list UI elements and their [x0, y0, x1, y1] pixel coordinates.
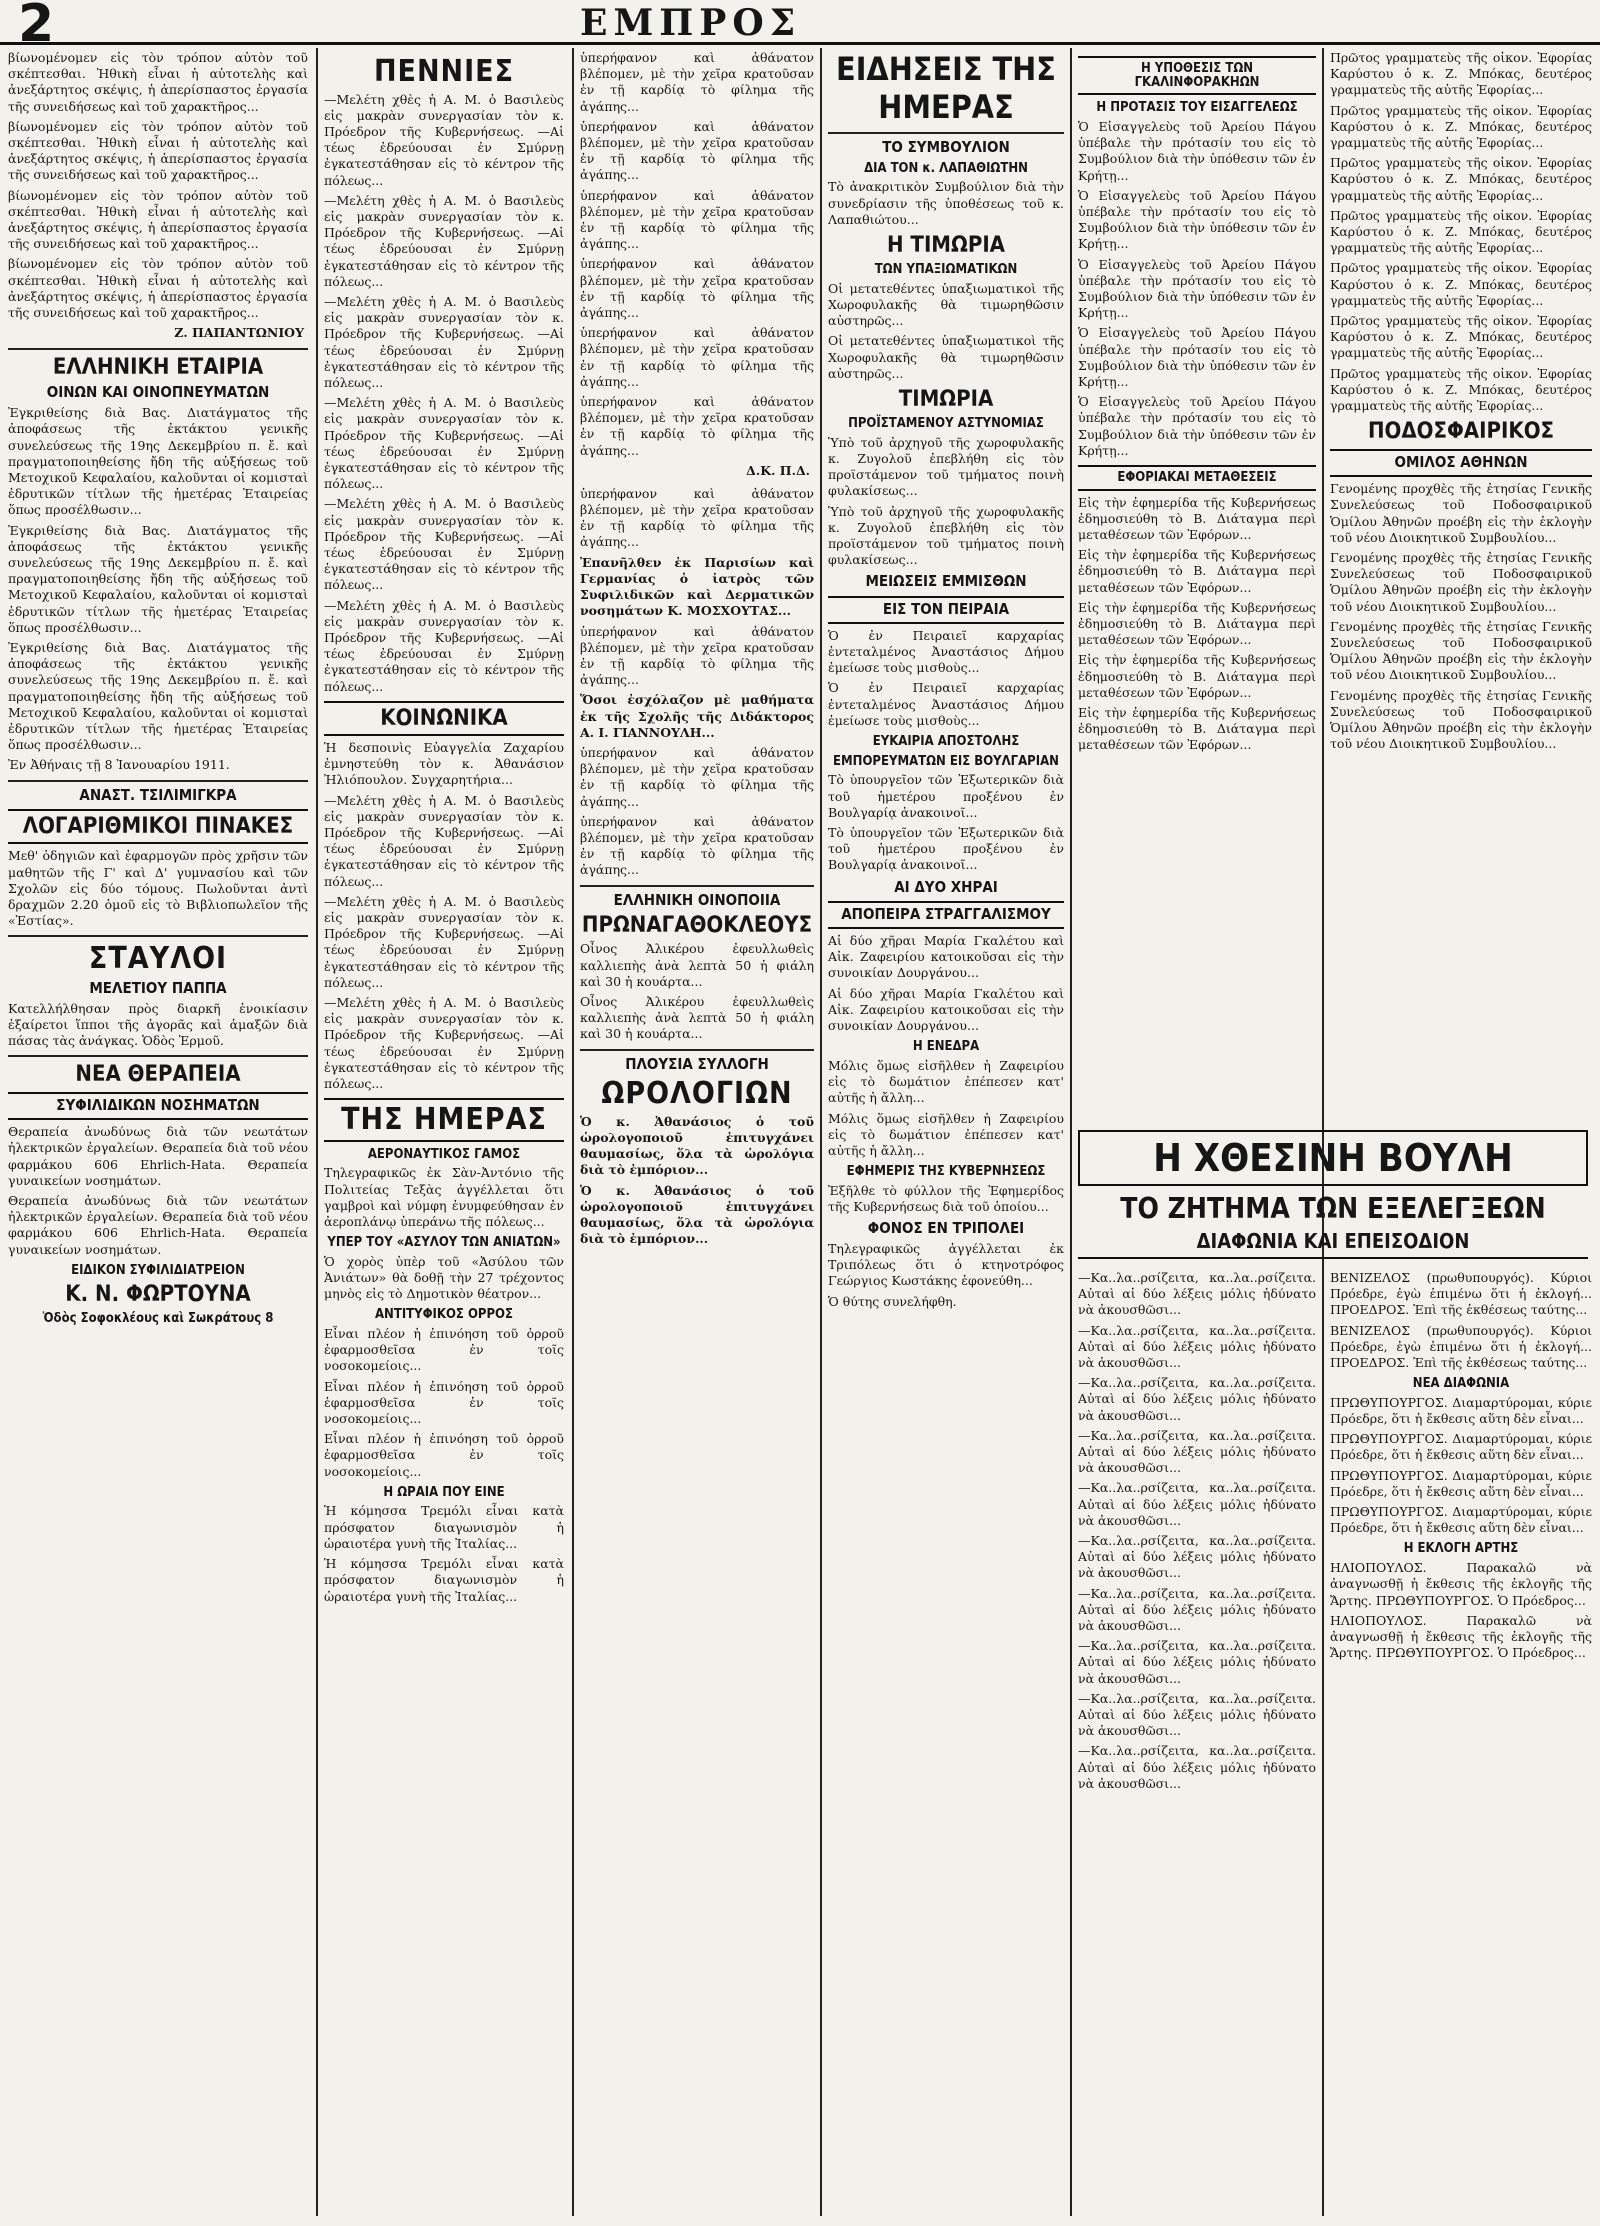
news-text: Μόλις ὅμως εἰσῆλθεν ἡ Ζαφειρίου εἰς τὸ δωμάτιον ἐπέπεσεν κατ' αὐτῆς ἡ ἄλλη... [828, 1110, 1064, 1158]
news-text: —Κα..λα..ρσίζειτα, κα..λα..ρσίζειτα. Αὐταὶ αἱ δύο λέξεις μόλις ἠδύνατο νὰ ἀκουσθῶσι... [1078, 1690, 1316, 1739]
ad-text: Ὁ κ. Ἀθανάσιος ὁ τοῦ ὡρολογοποιοῦ ἐπιτυγχάνει θαυμασίως, ὅλα τὰ ὡρολόγια διὰ τὸ ἐμπόριον... [580, 1113, 814, 1178]
news-text: ὑπερήφανον καὶ ἀθάνατον βλέπομεν, μὲ τὴν χεῖρα κρατοῦσαν ἐν τῇ καρδίᾳ τὸ φίλημα τῆς ἀγάπης... [580, 744, 814, 809]
news-text: Εἶναι πλέον ἡ ἐπινόηση τοῦ ὀρροῦ ἐφαρμοσθεῖσα ἐν τοῖς νοσοκομείοις... [324, 1431, 564, 1479]
ad-title: ΠΡΩΝΑΓΑΘΟΚΛΕΟΥΣ [581, 913, 813, 939]
news-text: Γενομένης προχθὲς τῆς ἐτησίας Γενικῆς Συνελεύσεως τοῦ Ποδοσφαιρικοῦ Ὁμίλου Ἀθηνῶν προέβη εἰς τὴν ἐκλογὴν τοῦ νέου Διοικητικοῦ Συμβουλίου... [1330, 549, 1592, 614]
notice-text: Ἐγκριθείσης διὰ Βας. Διατάγματος τῆς ἀποφάσεως τῆς ἐκτάκτου γενικῆς συνελεύσεως τῆς 19ης Δεκεμβρίου π. ἔ. καὶ πραγματοποιηθείσης ἤδη τῆς αὐξήσεως τοῦ Μετοχικοῦ Κεφαλαίου, καλοῦνται οἱ κομισταὶ ἐδρυτικῶν τίτλων τῆς ἡμετέρας Ἑταιρείας ὅπως προσέλθωσιν... [8, 639, 308, 753]
headline: Η ΕΝΕΔΡΑ [912, 1039, 980, 1055]
article-continuation: βίωνομένομεν εἰς τὸν τρόπον αὐτὸν τοῦ σκέπτεσθαι. Ἠθικὴ εἶναι ἡ αὐτοτελὴς καὶ ἀνεξάρτητος σκέψις, ἡ ἀπερίσπαστος ἐργασία τῆς συνειδήσεως καὶ τοῦ χαρακτῆρος... [8, 256, 308, 321]
news-text: Οἱ μετατεθέντες ὑπαξιωματικοὶ τῆς Χωροφυλακῆς θὰ τιμωρηθῶσιν αὐστηρῶς... [828, 333, 1064, 381]
news-text: Πρῶτος γραμματεὺς τῆς οἰκον. Ἐφορίας Καρύστου ὁ κ. Ζ. Μπόκας, δευτέρος γραμματεὺς τῆς αὐτῆς Ἐφορίας... [1330, 365, 1592, 414]
divider [580, 885, 814, 887]
ad-title: ΛΟΓΑΡΙΘΜΙΚΟΙ ΠΙΝΑΚΕΣ [8, 809, 308, 844]
news-text: Ὁ θύτης συνελήφθη. [828, 1293, 957, 1309]
news-text: ὑπερήφανον καὶ ἀθάνατον βλέπομεν, μὲ τὴν χεῖρα κρατοῦσαν ἐν τῇ καρδίᾳ τὸ φίλημα τῆς ἀγάπης... [580, 485, 814, 550]
subheadline: ΟΙΝΩΝ ΚΑΙ ΟΙΝΟΠΝΕΥΜΑΤΩΝ [46, 383, 270, 402]
news-text: —Μελέτη χθὲς ἡ Α. Μ. ὁ Βασιλεὺς εἰς μακρὰν συνεργασίαν τὸν κ. Πρόεδρον τῆς Κυβερνήσεως. —Αἱ τέως ἐδρεύουσαι ἐν Σμύρνῃ ἐγκατεστάθησαν εἰς τὸ κέντρον τῆς πόλεως... [324, 994, 564, 1091]
ad-doctor: Κ. Ν. ΦΩΡΤΟΥΝΑ [65, 1282, 251, 1308]
column-1 [8, 50, 308, 2210]
news-text: Ἡ κόμησσα Τρεμόλι εἶναι κατὰ πρόσφατον διαγωνισμὸν ἡ ὡραιοτέρα γυνὴ τῆς Ἰταλίας... [324, 1503, 564, 1551]
news-text: ὑπερήφανον καὶ ἀθάνατον βλέπομεν, μὲ τὴν χεῖρα κρατοῦσαν ἐν τῇ καρδίᾳ τὸ φίλημα τῆς ἀγάπης... [580, 118, 814, 183]
column-3 [580, 50, 814, 2210]
column-6-lower [1330, 1270, 1592, 2200]
news-text: ὑπερήφανον καὶ ἀθάνατον βλέπομεν, μὲ τὴν χεῖρα κρατοῦσαν ἐν τῇ καρδίᾳ τὸ φίλημα τῆς ἀγάπης... [580, 256, 814, 321]
article-continuation: βίωνομένομεν εἰς τὸν τρόπον αὐτὸν τοῦ σκέπτεσθαι. Ἠθικὴ εἶναι ἡ αὐτοτελὴς καὶ ἀνεξάρτητος σκέψις, ἡ ἀπερίσπαστος ἐργασία τῆς συνειδήσεως καὶ τοῦ χαρακτῆρος... [8, 118, 308, 183]
news-text: Εἰς τὴν ἐφημερίδα τῆς Κυβερνήσεως ἐδημοσιεύθη τὸ Β. Διάταγμα περὶ μεταθέσεων τῶν Ἐφόρων... [1078, 705, 1316, 753]
news-text: Ἡ κόμησσα Τρεμόλι εἶναι κατὰ πρόσφατον διαγωνισμὸν ἡ ὡραιοτέρα γυνὴ τῆς Ἰταλίας... [324, 1556, 564, 1604]
article-signature: Ζ. ΠΑΠΑΝΤΩΝΙΟΥ [174, 325, 304, 341]
headline: Η ΧΘΕΣΙΝΗ ΒΟΥΛΗ [1078, 1130, 1588, 1186]
news-text: Ὁ Εἰσαγγελεὺς τοῦ Ἀρείου Πάγου ὑπέβαλε τὴν πρότασίν του εἰς τὸ Συμβούλιον διὰ τὴν ὑπόθεσιν τῶν ἐν Κρήτῃ... [1078, 325, 1316, 389]
article-continuation: βίωνομένομεν εἰς τὸν τρόπον αὐτὸν τοῦ σκέπτεσθαι. Ἠθικὴ εἶναι ἡ αὐτοτελὴς καὶ ἀνεξάρτητος σκέψις, ἡ ἀπερίσπαστος ἐργασία τῆς συνειδήσεως καὶ τοῦ χαρακτῆρος... [8, 187, 308, 252]
ad-subtitle: ΜΕΛΕΤΙΟΥ ΠΑΠΠΑ [89, 978, 227, 997]
headline: ΕΦΟΡΙΑΚΑΙ ΜΕΤΑΘΕΣΕΙΣ [1078, 465, 1316, 491]
ad-headline: ΠΛΟΥΣΙΑ ΣΥΛΛΟΓΗ [625, 1054, 769, 1073]
news-text: —Κα..λα..ρσίζειτα, κα..λα..ρσίζειτα. Αὐταὶ αἱ δύο λέξεις μόλις ἠδύνατο νὰ ἀκουσθῶσι... [1078, 1533, 1316, 1581]
item-title: ΥΠΕΡ ΤΟΥ «ΑΣΥΛΟΥ ΤΩΝ ΑΝΙΑΤΩΝ» [327, 1235, 561, 1251]
column-5-lower [1078, 1270, 1316, 2200]
news-text: Οἱ μετατεθέντες ὑπαξιωματικοὶ τῆς Χωροφυλακῆς θὰ τιμωρηθῶσιν αὐστηρῶς... [828, 280, 1064, 329]
column-2 [324, 50, 564, 2210]
headline: ΦΟΝΟΣ ΕΝ ΤΡΙΠΟΛΕΙ [867, 1219, 1025, 1238]
column-rule [820, 48, 822, 2216]
item-title: ΑΕΡΟΝΑΥΤΙΚΟΣ ΓΑΜΟΣ [367, 1146, 521, 1162]
news-text: Ὁ Εἰσαγγελεὺς τοῦ Ἀρείου Πάγου ὑπέβαλε τὴν πρότασίν του εἰς τὸ Συμβούλιον διὰ τὴν ὑπόθεσιν τῶν ἐν Κρήτῃ... [1078, 187, 1316, 252]
notice-text: Ἐγκριθείσης διὰ Βας. Διατάγματος τῆς ἀποφάσεως τῆς ἐκτάκτου γενικῆς συνελεύσεως τῆς 19ης Δεκεμβρίου π. ἔ. καὶ πραγματοποιηθείσης ἤδη τῆς αὐξήσεως τοῦ Μετοχικοῦ Κεφαλαίου, καλοῦνται οἱ κομισταὶ ἐδρυτικῶν τίτλων τῆς ἡμετέρας Ἑταιρείας ὅπως προσέλθωσιν... [8, 405, 308, 518]
section-title: ΕΙΔΗΣΕΙΣ ΤΗΣ ΗΜΕΡΑΣ [836, 50, 1056, 126]
news-text: —Μελέτη χθὲς ἡ Α. Μ. ὁ Βασιλεὺς εἰς μακρὰν συνεργασίαν τὸν κ. Πρόεδρον τῆς Κυβερνήσεως. —Αἱ τέως ἐδρεύουσαι ἐν Σμύρνῃ ἐγκατεστάθησαν εἰς τὸ κέντρον τῆς πόλεως... [324, 496, 564, 593]
news-text: Ὑπὸ τοῦ ἀρχηγοῦ τῆς χωροφυλακῆς κ. Ζυγολοῦ ἐπεβλήθη εἰς τὸν προϊστάμενον τοῦ τμήματος ποινὴ φυλακίσεως... [828, 503, 1064, 568]
headline: ΠΟΔΟΣΦΑΙΡΙΚΟΣ [1367, 419, 1555, 445]
subheadline: ΕΙΣ ΤΟΝ ΠΕΙΡΑΙΑ [828, 596, 1064, 624]
news-text: —Κα..λα..ρσίζειτα, κα..λα..ρσίζειτα. Αὐταὶ αἱ δύο λέξεις μόλις ἠδύνατο νὰ ἀκουσθῶσι... [1078, 1427, 1316, 1476]
news-text: —Κα..λα..ρσίζειτα, κα..λα..ρσίζειτα. Αὐταὶ αἱ δύο λέξεις μόλις ἠδύνατο νὰ ἀκουσθῶσι... [1078, 1270, 1316, 1318]
ad-text: Μεθ' ὁδηγιῶν καὶ ἐφαρμογῶν πρὸς χρῆσιν τῶν μαθητῶν τῆς Γ' καὶ Δ' γυμνασίου καὶ τῶν Σχολῶν εἰς δύο τόμους. Πωλοῦνται ἀντὶ δραχμῶν 2.20 ὁμοῦ εἰς τὸ Βιβλιοπωλεῖον τῆς «Ἑστίας». [8, 848, 308, 929]
subheadline: ΤΟ ΖΗΤΗΜΑ ΤΩΝ ΕΞΕΛΕΓΞΕΩΝ [1120, 1192, 1546, 1225]
news-text: ΒΕΝΙΖΕΛΟΣ (πρωθυπουργός). Κύριοι Πρόεδρε, ἐγὼ ἐπιμένω ὅτι ἡ ἐκλογή... ΠΡΟΕΔΡΟΣ. Ἐπὶ τῆς ἐκθέσεως ταύτης... [1330, 1270, 1592, 1318]
article-signature: Δ.Κ. Π.Δ. [746, 462, 810, 478]
news-text: Πρῶτος γραμματεὺς τῆς οἰκον. Ἐφορίας Καρύστου ὁ κ. Ζ. Μπόκας, δευτέρος γραμματεὺς τῆς αὐτῆς Ἐφορίας... [1330, 155, 1592, 203]
news-text: —Μελέτη χθὲς ἡ Α. Μ. ὁ Βασιλεὺς εἰς μακρὰν συνεργασίαν τὸν κ. Πρόεδρον τῆς Κυβερνήσεως. —Αἱ τέως ἐδρεύουσαι ἐν Σμύρνῃ ἐγκατεστάθησαν εἰς τὸ κέντρον τῆς πόλεως... [324, 91, 564, 188]
headline: ΕΛΛΗΝΙΚΗ ΕΤΑΙΡΙΑ [52, 355, 264, 381]
news-text: ὑπερήφανον καὶ ἀθάνατον βλέπομεν, μὲ τὴν χεῖρα κρατοῦσαν ἐν τῇ καρδίᾳ τὸ φίλημα τῆς ἀγάπης... [580, 394, 814, 458]
news-text: ΒΕΝΙΖΕΛΟΣ (πρωθυπουργός). Κύριοι Πρόεδρε, ἐγὼ ἐπιμένω ὅτι ἡ ἐκλογή... ΠΡΟΕΔΡΟΣ. Ἐπὶ τῆς ἐκθέσεως ταύτης... [1330, 1322, 1592, 1371]
subheadline: ΔΙΑΦΩΝΙΑ ΚΑΙ ΕΠΕΙΣΟΔΙΟΝ [1078, 1229, 1588, 1259]
news-text: Αἱ δύο χῆραι Μαρία Γκαλέτου καὶ Αἰκ. Ζαφειρίου κατοικοῦσαι εἰς τὴν συνοικίαν Δουργάνου... [828, 985, 1064, 1034]
masthead [0, 0, 1600, 54]
headline: ΑΙ ΔΥΟ ΧΗΡΑΙ [894, 877, 998, 896]
news-text: Εἰς τὴν ἐφημερίδα τῆς Κυβερνήσεως ἐδημοσιεύθη τὸ Β. Διάταγμα περὶ μεταθέσεων τῶν Ἐφόρων... [1078, 599, 1316, 648]
headline: ΤΟ ΣΥΜΒΟΥΛΙΟΝ [882, 138, 1010, 156]
article-continuation: βίωνομένομεν εἰς τὸν τρόπον αὐτὸν τοῦ σκέπτεσθαι. Ἠθικὴ εἶναι ἡ αὐτοτελὴς καὶ ἀνεξάρτητος σκέψις, ἡ ἀπερίσπαστος ἐργασία τῆς συνειδήσεως καὶ τοῦ χαρακτῆρος... [8, 50, 308, 114]
news-text: Εἰς τὴν ἐφημερίδα τῆς Κυβερνήσεως ἐδημοσιεύθη τὸ Β. Διάταγμα περὶ μεταθέσεων τῶν Ἐφόρων... [1078, 652, 1316, 700]
news-text: ΠΡΩΘΥΠΟΥΡΓΟΣ. Διαμαρτύρομαι, κύριε Πρόεδρε, ὅτι ἡ ἔκθεσις αὕτη δὲν εἶναι... [1330, 1394, 1592, 1427]
news-text: —Μελέτη χθὲς ἡ Α. Μ. ὁ Βασιλεὺς εἰς μακρὰν συνεργασίαν τὸν κ. Πρόεδρον τῆς Κυβερνήσεως. —Αἱ τέως ἐδρεύουσαι ἐν Σμύρνῃ ἐγκατεστάθησαν εἰς τὸ κέντρον τῆς πόλεως... [324, 395, 564, 492]
ad-title: ΣΤΑΥΛΟΙ [88, 941, 228, 977]
column-rule [1070, 48, 1072, 2216]
news-text: Ἡ δεσποινὶς Εὐαγγελία Ζαχαρίου ἐμνηστεύθη τὸν κ. Ἀθανάσιον Ἠλιόπουλον. Συγχαρητήρια... [324, 739, 564, 788]
ad-headline: ΑΝΑΣΤ. ΤΣΙΛΙΜΙΓΚΡΑ [79, 785, 237, 804]
section-title: ΠΕΝΝΙΕΣ [373, 54, 515, 89]
ad-text: Ὁ κ. Ἀθανάσιος ὁ τοῦ ὡρολογοποιοῦ ἐπιτυγχάνει θαυμασίως, ὅλα τὰ ὡρολόγια διὰ τὸ ἐμπόριον... [580, 1182, 814, 1247]
news-text: Εἰς τὴν ἐφημερίδα τῆς Κυβερνήσεως ἐδημοσιεύθη τὸ Β. Διάταγμα περὶ μεταθέσεων τῶν Ἐφόρων... [1078, 494, 1316, 543]
ad-subtitle: ΣΥΦΙΛΙΔΙΚΩΝ ΝΟΣΗΜΑΤΩΝ [8, 1092, 308, 1120]
news-text: —Κα..λα..ρσίζειτα, κα..λα..ρσίζειτα. Αὐταὶ αἱ δύο λέξεις μόλις ἠδύνατο νὰ ἀκουσθῶσι... [1078, 1638, 1316, 1686]
news-text: ΗΛΙΟΠΟΥΛΟΣ. Παρακαλῶ νὰ ἀναγνωσθῇ ἡ ἔκθεσις τῆς ἐκλογῆς τῆς Ἄρτης. ΠΡΩΘΥΠΟΥΡΓΟΣ. Ὁ Πρόεδρος... [1330, 1612, 1592, 1661]
news-text: Γενομένης προχθὲς τῆς ἐτησίας Γενικῆς Συνελεύσεως τοῦ Ποδοσφαιρικοῦ Ὁμίλου Ἀθηνῶν προέβη εἰς τὴν ἐκλογὴν τοῦ νέου Διοικητικοῦ Συμβουλίου... [1330, 618, 1592, 683]
headline: Η ΥΠΟΘΕΣΙΣ ΤΩΝ ΓΚΑΛΙΝΦΟΡΑΚΗΩΝ [1078, 56, 1316, 95]
subheadline: ΤΩΝ ΥΠΑΞΙΩΜΑΤΙΚΩΝ [874, 262, 1018, 278]
ad-address: Ὁδὸς Σοφοκλέους καὶ Σωκράτους 8 [42, 1311, 274, 1327]
news-text: Αἱ δύο χῆραι Μαρία Γκαλέτου καὶ Αἰκ. Ζαφειρίου κατοικοῦσαι εἰς τὴν συνοικίαν Δουργάνου... [828, 933, 1064, 981]
section-title: ΤΗΣ ΗΜΕΡΑΣ [324, 1098, 564, 1142]
parliament-block [1078, 1130, 1588, 1259]
news-text: —Κα..λα..ρσίζειτα, κα..λα..ρσίζειτα. Αὐταὶ αἱ δύο λέξεις μόλις ἠδύνατο νὰ ἀκουσθῶσι... [1078, 1322, 1316, 1371]
news-text: Ὁ Εἰσαγγελεὺς τοῦ Ἀρείου Πάγου ὑπέβαλε τὴν πρότασίν του εἰς τὸ Συμβούλιον διὰ τὴν ὑπόθεσιν τῶν ἐν Κρήτῃ... [1078, 256, 1316, 321]
news-text: Πρῶτος γραμματεὺς τῆς οἰκον. Ἐφορίας Καρύστου ὁ κ. Ζ. Μπόκας, δευτέρος γραμματεὺς τῆς αὐτῆς Ἐφορίας... [1330, 207, 1592, 256]
subheadline: ΕΜΠΟΡΕΥΜΑΤΩΝ ΕΙΣ ΒΟΥΛΓΑΡΙΑΝ [833, 753, 1059, 769]
news-text: Ὁ Εἰσαγγελεὺς τοῦ Ἀρείου Πάγου ὑπέβαλε τὴν πρότασίν του εἰς τὸ Συμβούλιον διὰ τὴν ὑπόθεσιν τῶν ἐν Κρήτῃ... [1078, 118, 1316, 183]
news-text: —Μελέτη χθὲς ἡ Α. Μ. ὁ Βασιλεὺς εἰς μακρὰν συνεργασίαν τὸν κ. Πρόεδρον τῆς Κυβερνήσεως. —Αἱ τέως ἐδρεύουσαι ἐν Σμύρνῃ ἐγκατεστάθησαν εἰς τὸ κέντρον τῆς πόλεως... [324, 597, 564, 694]
divider [828, 132, 1064, 134]
divider [580, 1049, 814, 1051]
subheadline: ΑΠΟΠΕΙΡΑ ΣΤΡΑΓΓΑΛΙΣΜΟΥ [828, 901, 1064, 929]
ad-text: Ὅσοι ἐσχόλαζον μὲ μαθήματα ἐκ τῆς Σχολῆς τῆς Διδάκτορος Α. Ι. ΓΙΑΝΝΟΥΛΗ... [580, 692, 814, 740]
column-6 [1330, 50, 1592, 1120]
news-text: Πρῶτος γραμματεὺς τῆς οἰκον. Ἐφορίας Καρύστου ὁ κ. Ζ. Μπόκας, δευτέρος γραμματεὺς τῆς αὐτῆς Ἐφορίας... [1330, 102, 1592, 151]
divider [8, 935, 308, 937]
news-text: Ὁ ἐν Πειραιεῖ καρχαρίας ἐντεταλμένος Ἀναστάσιος Δήμου ἐμείωσε τοὺς μισθοὺς... [828, 680, 1064, 728]
column-rule [316, 48, 318, 2216]
ad-office: ΕΙΔΙΚΟΝ ΣΥΦΙΛΙΔΙΑΤΡΕΙΟΝ [71, 1262, 245, 1278]
subheadline: ΠΡΟΪΣΤΑΜΕΝΟΥ ΑΣΤΥΝΟΜΙΑΣ [848, 416, 1044, 432]
headline: Η ΕΚΛΟΓΗ ΑΡΤΗΣ [1403, 1541, 1519, 1557]
ad-text: Θεραπεία ἀνωδύνως διὰ τῶν νεωτάτων ἠλεκτρικῶν ἐργαλείων. Θεραπεία διὰ τοῦ νέου φαρμάκου 606 Ehrlich-Hata. Θεραπεία γυναικείων νοσημάτων. [8, 1192, 308, 1257]
ad-text: Οἶνος Ἀλικέρου ἐφευλλωθεὶς καλλιεπὴς ἀνὰ λεπτὰ 50 ἡ φιάλη καὶ 30 ἡ κουάρτα... [580, 941, 814, 989]
ad-text: Θεραπεία ἀνωδύνως διὰ τῶν νεωτάτων ἠλεκτρικῶν ἐργαλείων. Θεραπεία διὰ τοῦ νέου φαρμάκου 606 Ehrlich-Hata. Θεραπεία γυναικείων νοσημάτων. [8, 1124, 308, 1188]
notice-text: Ἐγκριθείσης διὰ Βας. Διατάγματος τῆς ἀποφάσεως τῆς ἐκτάκτου γενικῆς συνελεύσεως τῆς 19ης Δεκεμβρίου π. ἔ. καὶ πραγματοποιηθείσης ἤδη τῆς αὐξήσεως τοῦ Μετοχικοῦ Κεφαλαίου, καλοῦνται οἱ κομισταὶ ἐδρυτικῶν τίτλων τῆς ἡμετέρας Ἑταιρείας ὅπως προσέλθωσιν... [8, 522, 308, 635]
subheadline: ΟΜΙΛΟΣ ΑΘΗΝΩΝ [1330, 449, 1592, 477]
news-text: ὑπερήφανον καὶ ἀθάνατον βλέπομεν, μὲ τὴν χεῖρα κρατοῦσαν ἐν τῇ καρδίᾳ τὸ φίλημα τῆς ἀγάπης... [580, 50, 814, 114]
ad-title: ΝΕΑ ΘΕΡΑΠΕΙΑ [75, 1062, 241, 1088]
news-text: —Κα..λα..ρσίζειτα, κα..λα..ρσίζειτα. Αὐταὶ αἱ δύο λέξεις μόλις ἠδύνατο νὰ ἀκουσθῶσι... [1078, 1585, 1316, 1634]
headline: Η ΤΙΜΩΡΙΑ [886, 233, 1005, 258]
headline: ΕΦΗΜΕΡΙΣ ΤΗΣ ΚΥΒΕΡΝΗΣΕΩΣ [846, 1164, 1046, 1180]
news-text: Τηλεγραφικῶς ἀγγέλλεται ἐκ Τριπόλεως ὅτι ὁ κτηνοτρόφος Γεώργιος Κωστάκης ἐφονεύθη... [828, 1240, 1064, 1289]
news-text: ὑπερήφανον καὶ ἀθάνατον βλέπομεν, μὲ τὴν χεῖρα κρατοῦσαν ἐν τῇ καρδίᾳ τὸ φίλημα τῆς ἀγάπης... [580, 325, 814, 389]
ad-text: Ἐπανῆλθεν ἐκ Παρισίων καὶ Γερμανίας ὁ ἰατρὸς τῶν Συφιλιδικῶν καὶ Δερματικῶν νοσημάτων Κ. ΜΟΣΧΟΥΤΑΣ... [580, 554, 814, 619]
news-text: Τὸ ὑπουργεῖον τῶν Ἐξωτερικῶν διὰ τοῦ ἡμετέρου προξένου ἐν Βουλγαρίᾳ ἀνακοινοῖ... [828, 772, 1064, 820]
news-text: ΠΡΩΘΥΠΟΥΡΓΟΣ. Διαμαρτύρομαι, κύριε Πρόεδρε, ὅτι ἡ ἔκθεσις αὕτη δὲν εἶναι... [1330, 1504, 1592, 1536]
news-text: ὑπερήφανον καὶ ἀθάνατον βλέπομεν, μὲ τὴν χεῖρα κρατοῦσαν ἐν τῇ καρδίᾳ τὸ φίλημα τῆς ἀγάπης... [580, 187, 814, 252]
ad-title: ΩΡΟΛΟΓΙΩΝ [601, 1076, 793, 1112]
news-text: Τὸ ὑπουργεῖον τῶν Ἐξωτερικῶν διὰ τοῦ ἡμετέρου προξένου ἐν Βουλγαρίᾳ ἀνακοινοῖ... [828, 824, 1064, 873]
section-title: ΚΟΙΝΩΝΙΚΑ [324, 701, 564, 736]
subheadline: Η ΠΡΟΤΑΣΙΣ ΤΟΥ ΕΙΣΑΓΓΕΛΕΩΣ [1096, 100, 1298, 116]
news-text: Ὁ Εἰσαγγελεὺς τοῦ Ἀρείου Πάγου ὑπέβαλε τὴν πρότασίν του εἰς τὸ Συμβούλιον διὰ τὴν ὑπόθεσιν τῶν ἐν Κρήτῃ... [1078, 394, 1316, 458]
news-text: Τὸ ἀνακριτικὸν Συμβούλιον διὰ τὴν συνεδρίασιν τῆς ὑποθέσεως τοῦ κ. Λαπαθιώτου... [828, 179, 1064, 227]
news-text: —Μελέτη χθὲς ἡ Α. Μ. ὁ Βασιλεὺς εἰς μακρὰν συνεργασίαν τὸν κ. Πρόεδρον τῆς Κυβερνήσεως. —Αἱ τέως ἐδρεύουσαι ἐν Σμύρνῃ ἐγκατεστάθησαν εἰς τὸ κέντρον τῆς πόλεως... [324, 293, 564, 390]
news-text: Πρῶτος γραμματεὺς τῆς οἰκον. Ἐφορίας Καρύστου ὁ κ. Ζ. Μπόκας, δευτέρος γραμματεὺς τῆς αὐτῆς Ἐφορίας... [1330, 313, 1592, 361]
item-title: Η ΩΡΑΙΑ ΠΟΥ ΕΙΝΕ [383, 1484, 505, 1500]
news-text: ΗΛΙΟΠΟΥΛΟΣ. Παρακαλῶ νὰ ἀναγνωσθῇ ἡ ἔκθεσις τῆς ἐκλογῆς τῆς Ἄρτης. ΠΡΩΘΥΠΟΥΡΓΟΣ. Ὁ Πρόεδρος... [1330, 1560, 1592, 1608]
news-text: Εἰς τὴν ἐφημερίδα τῆς Κυβερνήσεως ἐδημοσιεύθη τὸ Β. Διάταγμα περὶ μεταθέσεων τῶν Ἐφόρων... [1078, 547, 1316, 595]
newspaper-title: ΕΜΠΡΟΣ [580, 2, 802, 44]
ad-headline: ΕΛΛΗΝΙΚΗ ΟΙΝΟΠΟΙΙΑ [613, 890, 781, 909]
news-text: ὑπερήφανον καὶ ἀθάνατον βλέπομεν, μὲ τὴν χεῖρα κρατοῦσαν ἐν τῇ καρδίᾳ τὸ φίλημα τῆς ἀγάπης... [580, 623, 814, 688]
divider [8, 348, 308, 350]
news-text: Εἶναι πλέον ἡ ἐπινόηση τοῦ ὀρροῦ ἐφαρμοσθεῖσα ἐν τοῖς νοσοκομείοις... [324, 1326, 564, 1374]
news-text: ΠΡΩΘΥΠΟΥΡΓΟΣ. Διαμαρτύρομαι, κύριε Πρόεδρε, ὅτι ἡ ἔκθεσις αὕτη δὲν εἶναι... [1330, 1467, 1592, 1499]
headline: ΤΙΜΩΡΙΑ [898, 386, 994, 412]
divider [8, 1055, 308, 1057]
news-text: —Μελέτη χθὲς ἡ Α. Μ. ὁ Βασιλεὺς εἰς μακρὰν συνεργασίαν τὸν κ. Πρόεδρον τῆς Κυβερνήσεως. —Αἱ τέως ἐδρεύουσαι ἐν Σμύρνῃ ἐγκατεστάθησαν εἰς τὸ κέντρον τῆς πόλεως... [324, 192, 564, 289]
news-text: —Κα..λα..ρσίζειτα, κα..λα..ρσίζειτα. Αὐταὶ αἱ δύο λέξεις μόλις ἠδύνατο νὰ ἀκουσθῶσι... [1078, 1480, 1316, 1528]
news-text: Ὑπὸ τοῦ ἀρχηγοῦ τῆς χωροφυλακῆς κ. Ζυγολοῦ ἐπεβλήθη εἰς τὸν προϊστάμενον τοῦ τμήματος ποινὴ φυλακίσεως... [828, 434, 1064, 499]
news-text: ὑπερήφανον καὶ ἀθάνατον βλέπομεν, μὲ τὴν χεῖρα κρατοῦσαν ἐν τῇ καρδίᾳ τὸ φίλημα τῆς ἀγάπης... [580, 813, 814, 878]
news-text: Μόλις ὅμως εἰσῆλθεν ἡ Ζαφειρίου εἰς τὸ δωμάτιον ἐπέπεσεν κατ' αὐτῆς ἡ ἄλλη... [828, 1057, 1064, 1106]
item-title: ΑΝΤΙΤΥΦΙΚΟΣ ΟΡΡΟΣ [375, 1307, 513, 1323]
subheadline: ΔΙΑ ΤΟΝ κ. ΛΑΠΑΘΙΩΤΗΝ [864, 160, 1028, 176]
news-text: Πρῶτος γραμματεὺς τῆς οἰκον. Ἐφορίας Καρύστου ὁ κ. Ζ. Μπόκας, δευτέρος γραμματεὺς τῆς αὐτῆς Ἐφορίας... [1330, 260, 1592, 308]
headline: ΕΥΚΑΙΡΙΑ ΑΠΟΣΤΟΛΗΣ [872, 734, 1020, 750]
headline: ΝΕΑ ΔΙΑΦΩΝΙΑ [1412, 1376, 1510, 1392]
notice-date: Ἐν Ἀθήναις τῇ 8 Ἰανουαρίου 1911. [8, 757, 230, 773]
news-text: Ὁ χορὸς ὑπὲρ τοῦ «Ἀσύλου τῶν Ἀνιάτων» θὰ δοθῇ τὴν 27 τρέχοντος μηνὸς εἰς τὸ Δημοτικὸν θέατρον... [324, 1253, 564, 1302]
news-text: —Μελέτη χθὲς ἡ Α. Μ. ὁ Βασιλεὺς εἰς μακρὰν συνεργασίαν τὸν κ. Πρόεδρον τῆς Κυβερνήσεως. —Αἱ τέως ἐδρεύουσαι ἐν Σμύρνῃ ἐγκατεστάθησαν εἰς τὸ κέντρον τῆς πόλεως... [324, 893, 564, 990]
news-text: Τηλεγραφικῶς ἐκ Σὰν-Ἀντόνιο τῆς Πολιτείας Τεξὰς ἀγγέλλεται ὅτι γαμβροὶ καὶ νύμφη ἐνυμφεύθησαν ἐν ἀεροπλάνῳ ὑπεράνω τῆς πόλεως... [324, 1165, 564, 1229]
news-text: Γενομένης προχθὲς τῆς ἐτησίας Γενικῆς Συνελεύσεως τοῦ Ποδοσφαιρικοῦ Ὁμίλου Ἀθηνῶν προέβη εἰς τὴν ἐκλογὴν τοῦ νέου Διοικητικοῦ Συμβουλίου... [1330, 687, 1592, 752]
news-text: Εἶναι πλέον ἡ ἐπινόηση τοῦ ὀρροῦ ἐφαρμοσθεῖσα ἐν τοῖς νοσοκομείοις... [324, 1378, 564, 1427]
ad-text: Κατελλήλθησαν πρὸς διαρκῆ ἐνοικίασιν ἐξαίρετοι ἵπποι τῆς ἀγορᾶς καὶ ἁμαξῶν διὰ πάσας τὰς ἀνάγκας. Ὁδὸς Ἑρμοῦ. [8, 1000, 308, 1049]
news-text: ΠΡΩΘΥΠΟΥΡΓΟΣ. Διαμαρτύρομαι, κύριε Πρόεδρε, ὅτι ἡ ἔκθεσις αὕτη δὲν εἶναι... [1330, 1431, 1592, 1463]
ad-text: Οἶνος Ἀλικέρου ἐφευλλωθεὶς καλλιεπὴς ἀνὰ λεπτὰ 50 ἡ φιάλη καὶ 30 ἡ κουάρτα... [580, 994, 814, 1042]
news-text: Ἐξῆλθε τὸ φύλλον τῆς Ἐφημερίδος τῆς Κυβερνήσεως διὰ τοῦ ὁποίου... [828, 1182, 1064, 1214]
news-text: Πρῶτος γραμματεὺς τῆς οἰκον. Ἐφορίας Καρύστου ὁ κ. Ζ. Μπόκας, δευτέρος γραμματεὺς τῆς αὐτῆς Ἐφορίας... [1330, 50, 1592, 98]
news-text: —Μελέτη χθὲς ἡ Α. Μ. ὁ Βασιλεὺς εἰς μακρὰν συνεργασίαν τὸν κ. Πρόεδρον τῆς Κυβερνήσεως. —Αἱ τέως ἐδρεύουσαι ἐν Σμύρνῃ ἐγκατεστάθησαν εἰς τὸ κέντρον τῆς πόλεως... [324, 792, 564, 889]
news-text: Γενομένης προχθὲς τῆς ἐτησίας Γενικῆς Συνελεύσεως τοῦ Ποδοσφαιρικοῦ Ὁμίλου Ἀθηνῶν προέβη εἰς τὴν ἐκλογὴν τοῦ νέου Διοικητικοῦ Συμβουλίου... [1330, 481, 1592, 545]
page-number: 2 [18, 0, 55, 54]
news-text: —Κα..λα..ρσίζειτα, κα..λα..ρσίζειτα. Αὐταὶ αἱ δύο λέξεις μόλις ἠδύνατο νὰ ἀκουσθῶσι... [1078, 1743, 1316, 1791]
news-text: —Κα..λα..ρσίζειτα, κα..λα..ρσίζειτα. Αὐταὶ αἱ δύο λέξεις μόλις ἠδύνατο νὰ ἀκουσθῶσι... [1078, 1375, 1316, 1423]
news-text: Ὁ ἐν Πειραιεῖ καρχαρίας ἐντεταλμένος Ἀναστάσιος Δήμου ἐμείωσε τοὺς μισθοὺς... [828, 627, 1064, 676]
divider [8, 780, 308, 782]
column-4 [828, 50, 1064, 2210]
column-rule [572, 48, 574, 2216]
headline: ΜΕΙΩΣΕΙΣ ΕΜΜΙΣΘΩΝ [865, 572, 1027, 591]
